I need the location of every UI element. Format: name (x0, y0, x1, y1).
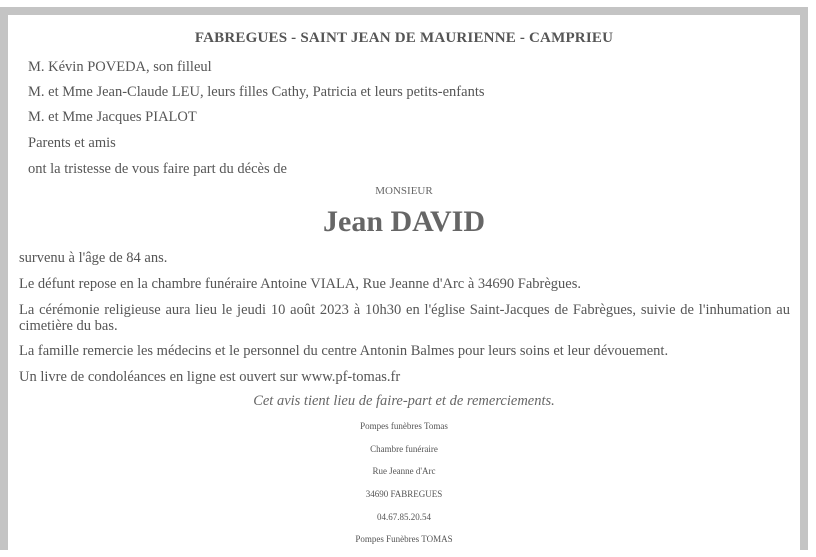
notice-frame (0, 7, 808, 550)
rest-location-paragraph: Le défunt repose en la chambre funéraire Antoine VIALA, Rue Jeanne d'Arc à 34690 Fabrègues. (19, 276, 582, 292)
funeral-home-street: Rue Jeanne d'Arc (372, 466, 436, 476)
deceased-name: Jean DAVID (323, 205, 485, 238)
obituary-notice (8, 15, 800, 550)
funeral-home-signature: Pompes Funèbres TOMAS (355, 534, 453, 544)
closing-note: Cet avis tient lieu de faire-part et de remerciements. (253, 393, 555, 409)
funeral-home-phone: 04.67.85.20.54 (377, 512, 431, 522)
age-paragraph: survenu à l'âge de 84 ans. (19, 250, 168, 266)
funeral-home-city: 34690 FABREGUES (365, 489, 443, 499)
family-member-line: M. Kévin POVEDA, son filleul (28, 59, 212, 75)
family-member-line: M. et Mme Jean-Claude LEU, leurs filles Cathy, Patricia et leurs petits-enfants (28, 84, 485, 100)
notice-locality: FABREGUES - SAINT JEAN DE MAURIENNE - CAMPRIEU (194, 30, 614, 46)
family-member-line: Parents et amis (28, 135, 116, 151)
deceased-title: MONSIEUR (375, 185, 433, 197)
condolences-paragraph: Un livre de condoléances en ligne est ouvert sur www.pf-tomas.fr (19, 369, 401, 385)
funeral-home-facility: Chambre funéraire (370, 444, 438, 454)
funeral-home-name: Pompes funèbres Tomas (360, 421, 448, 431)
family-member-line: M. et Mme Jacques PIALOT (28, 109, 197, 125)
announcement-line: ont la tristesse de vous faire part du décès de (28, 161, 287, 177)
thanks-paragraph: La famille remercie les médecins et le personnel du centre Antonin Balmes pour leurs soins et leur dévouement. (19, 343, 669, 359)
ceremony-paragraph: La cérémonie religieuse aura lieu le jeudi 10 août 2023 à 10h30 en l'église Saint-Jacques de Fabrègues, suivie de l'inhumation au cimetière du bas. (19, 302, 790, 334)
